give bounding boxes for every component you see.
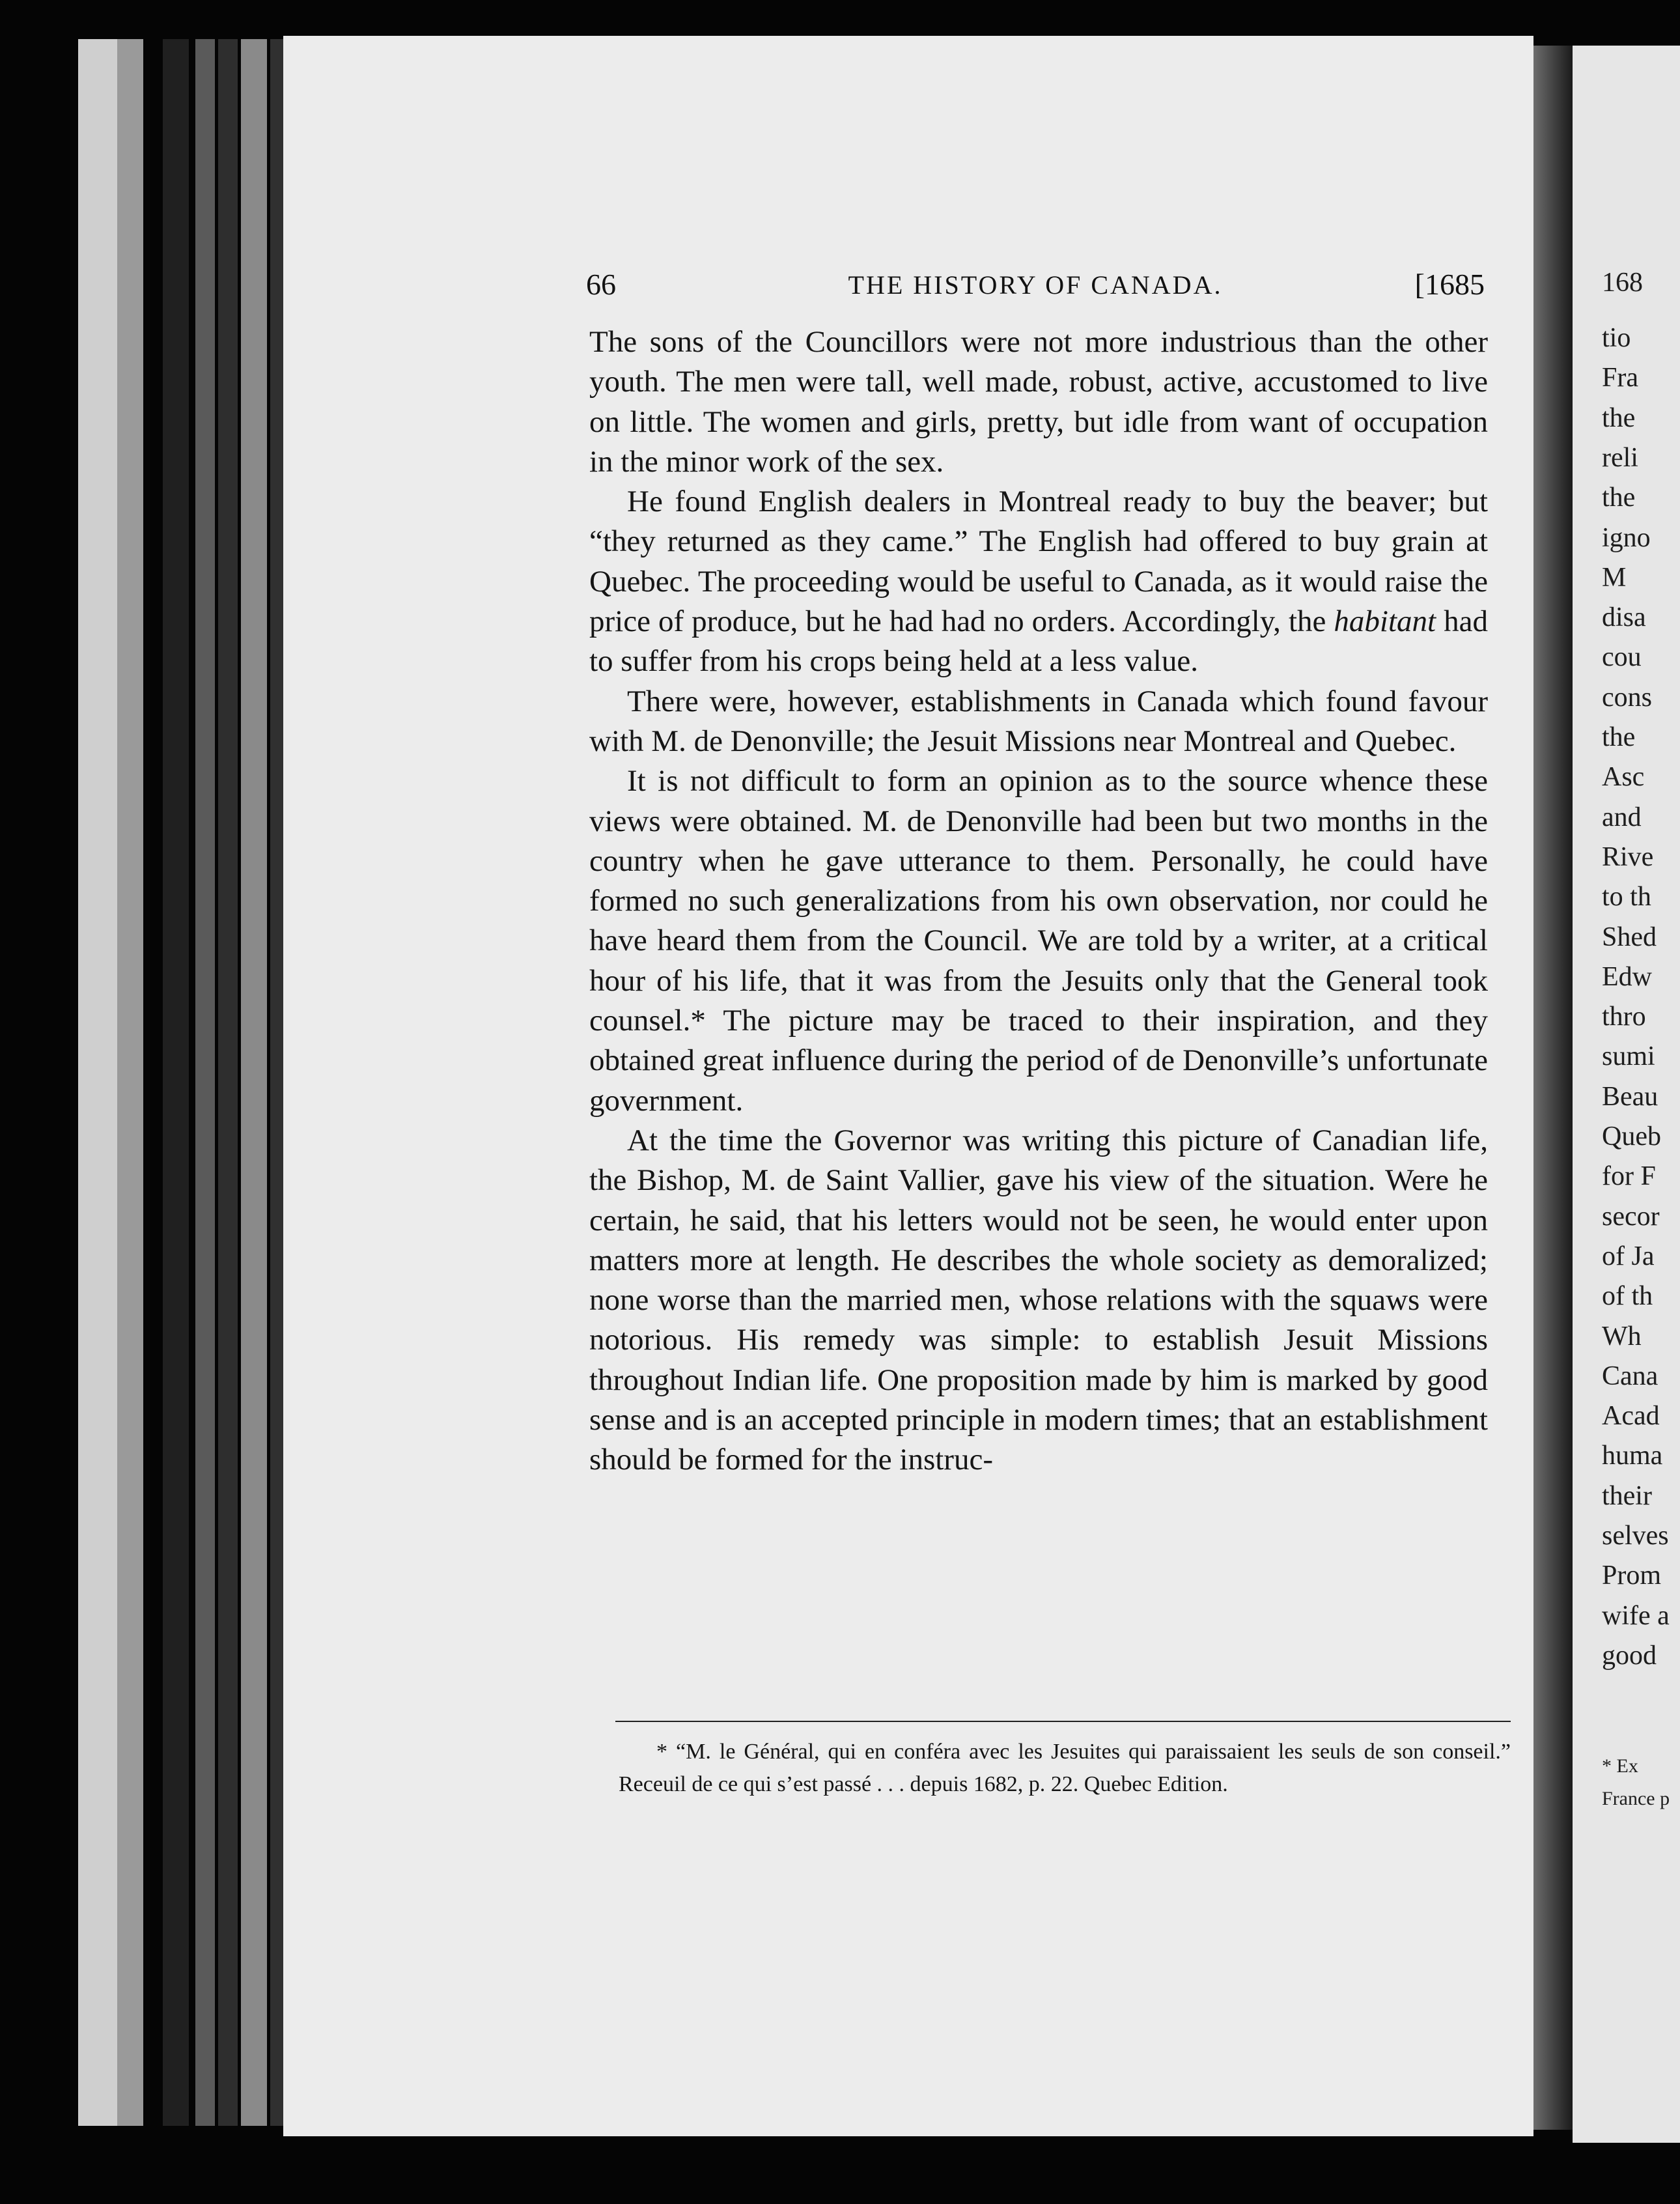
facing-page-line: the [1602,403,1636,433]
book-edge [241,39,267,2126]
page-number: 66 [586,268,616,301]
running-title: THE HISTORY OF CANADA. [848,270,1223,300]
facing-page-line: igno [1602,522,1651,553]
facing-page-line: thro [1602,1002,1646,1032]
facing-page-line: and [1602,802,1642,832]
facing-page-line: Rive [1602,841,1654,872]
page-header [586,267,1485,313]
footnote-text: * “M. le Général, qui en conféra avec les Jesuites qui paraissaient les seuls de son conseil.” Receuil de ce qui s’est passé . . . depuis 1682, p. 22. Quebec Edition. [619,1740,1511,1796]
facing-page-header: 168 [1602,268,1643,298]
facing-page-line: of Ja [1602,1241,1655,1271]
body-text [589,322,1488,1480]
footnote-rule [615,1721,1511,1722]
facing-page-line: selves [1602,1521,1669,1551]
facing-page-line: Wh [1602,1321,1642,1351]
facing-page-footnote: France p [1602,1788,1670,1809]
facing-page-line: cou [1602,642,1642,673]
facing-page-line: wife a [1602,1600,1670,1631]
header-year: [1685 [1414,268,1485,301]
book-edge [78,39,117,2126]
paragraph: The sons of the Councillors were not more industrious than the other youth. The men were tall, well made, robust, active, accustomed to live on little. The women and girls, pretty, but idle from want of occupation in the minor work of the sex. [589,325,1488,479]
page-gutter [1533,46,1573,2130]
paragraph: He found English dealers in Montreal ready to buy the beaver; but “they returned as they came.” The English had offered to buy grain at Quebec. The proceeding would be useful to Canada, as it would raise the price of produce, but he had had no orders. Accordingly, the habitant had to suffer from his crops being held at a less value. [589,485,1488,679]
facing-page-line: Edw [1602,961,1652,992]
facing-page-line: Prom [1602,1561,1662,1591]
facing-page-line: Fra [1602,363,1638,393]
book-edge [195,39,215,2126]
facing-page-line: the [1602,722,1636,752]
facing-page-line: tio [1602,323,1631,353]
facing-page-line: secor [1602,1201,1660,1232]
facing-page-line: huma [1602,1441,1663,1471]
facing-page-footnote: * Ex [1602,1755,1638,1777]
paragraph: It is not difficult to form an opinion as to the source whence these views were obtained. M. de Denonville had been but two months in the country when he gave utterance to them. Personally, he could have formed no such generalizations from his own observation, nor could he have heard them from the Council. We are told by a writer, at a critical hour of his life, that it was from the Jesuits only that the General took counsel.* The picture may be traced to their inspiration, and they obtained great influence during the period of de Denonville’s unfortunate government. [589,764,1488,1118]
book-edge [117,39,143,2126]
facing-page-line: Beau [1602,1081,1659,1112]
facing-page-line: M [1602,562,1627,593]
book-edge [270,39,283,2126]
facing-page-line: Acad [1602,1401,1660,1432]
paragraph: There were, however, establishments in Canada which found favour with M. de Denonville; the Jesuit Missions near Montreal and Quebec. [589,684,1488,758]
facing-page-line: Queb [1602,1122,1661,1151]
paragraph: At the time the Governor was writing this picture of Canadian life, the Bishop, M. de Saint Vallier, gave his view of the situation. Were he certain, he said, that his letters would not be seen, he would enter upon matters more at length. He describes the whole society as demoralized; none worse than the married men, whose relations with the squaws were notorious. His remedy was simple: to establish Jesuit Missions throughout Indian life. One proposition made by him is marked by good sense and is an accepted principle in modern times; that an establishment should be formed for the instruc- [589,1123,1488,1477]
facing-page-line: sumi [1602,1041,1655,1072]
book-edge [163,39,189,2126]
italic-term: habitant [1334,604,1436,639]
facing-page-line: to th [1602,882,1651,912]
facing-page-line: reli [1602,442,1638,473]
facing-page [1573,46,1680,2143]
facing-page-line: Shed [1602,922,1657,952]
facing-page-line: the [1602,483,1636,513]
facing-page-line: of th [1602,1281,1653,1312]
footnote [619,1736,1511,1801]
facing-page-line: Asc [1602,762,1645,793]
facing-page-line: their [1602,1480,1652,1511]
facing-page-line: disa [1602,602,1646,633]
facing-page-line: for F [1602,1161,1656,1192]
facing-page-line: cons [1602,682,1652,713]
book-edge [218,39,238,2126]
facing-page-line: good [1602,1640,1657,1671]
facing-page-line: Cana [1602,1361,1659,1391]
